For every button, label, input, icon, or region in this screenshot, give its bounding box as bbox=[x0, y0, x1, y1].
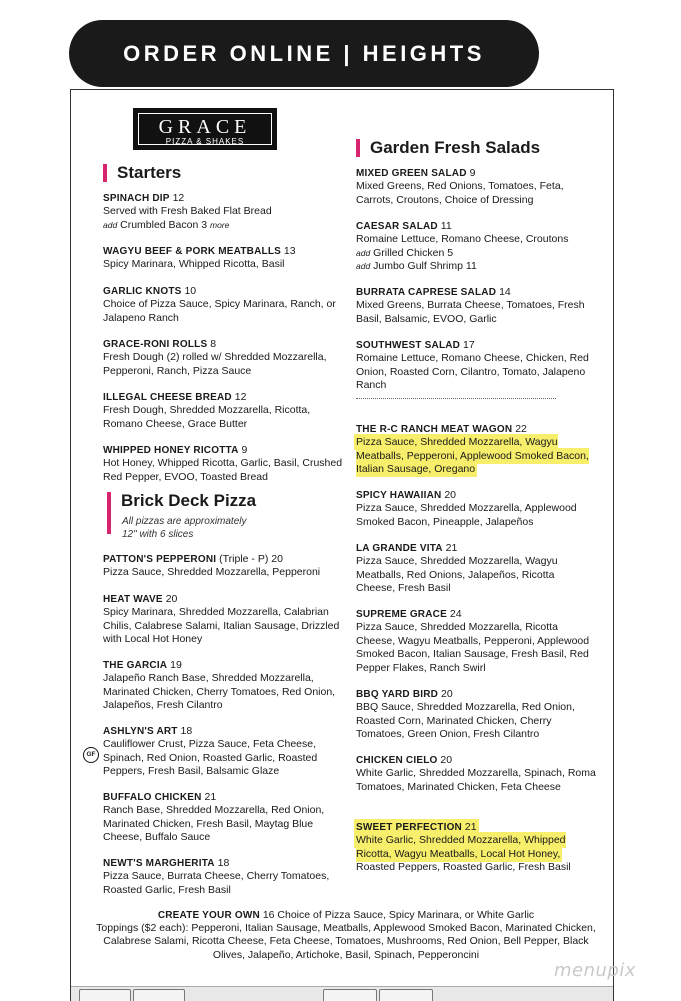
item-price: 16 bbox=[262, 909, 275, 921]
menu-item-bbq-yard-bird bbox=[356, 688, 596, 742]
item-description: Pizza Sauce, Burrata Cheese, Cherry Tomatoes, Roasted Garlic, Fresh Basil bbox=[103, 870, 330, 896]
item-price: 18 bbox=[180, 725, 193, 737]
toppings-list: Toppings ($2 each): Pepperoni, Italian Sausage, Meatballs, Applewood Smoked Bacon, Marinated Chicken, Calabrese Salami, Ricotta Cheese, Feta Cheese, Tomatoes, Mushrooms, Red Onion, Bell Pepper, Black Olives, Jalapeño, Artichoke, Basil, Spinach, Pepperoncini bbox=[96, 922, 596, 961]
item-description: Pizza Sauce, Shredded Mozzarella, Ricotta Cheese, Wagyu Meatballs, Pepperoni, Applewood Smoked Bacon, Italian Sausage, Fresh Basil, Red Pepper Flakes, Ranch Swirl bbox=[356, 621, 590, 674]
item-name: SOUTHWEST SALAD bbox=[356, 340, 461, 351]
item-name: ILLEGAL CHEESE BREAD bbox=[103, 392, 232, 403]
menu-item-pattons-pepperoni bbox=[103, 553, 343, 580]
toolbar-button[interactable] bbox=[379, 989, 433, 1001]
item-description: Romaine Lettuce, Romano Cheese, Croutons bbox=[356, 233, 569, 246]
item-extra: (Triple - P) bbox=[219, 553, 269, 565]
item-price: 17 bbox=[463, 339, 475, 351]
item-name: THE GARCIA bbox=[103, 660, 168, 671]
salads-heading: Garden Fresh Salads bbox=[356, 138, 540, 158]
item-description: Choice of Pizza Sauce, Spicy Marinara, or White Garlic bbox=[277, 909, 535, 921]
menu-item-spinach-dip bbox=[103, 192, 343, 232]
menu-item-newts-margherita bbox=[103, 857, 343, 897]
item-price: 20 bbox=[165, 593, 178, 605]
item-price: 12 bbox=[172, 192, 185, 204]
item-description: Romaine Lettuce, Romano Cheese, Chicken, Red Onion, Roasted Corn, Cilantro, Tomato, Jalapeno Ranch bbox=[356, 352, 589, 392]
item-name: THE R-C RANCH MEAT WAGON bbox=[356, 424, 513, 435]
item-description: Spicy Marinara, Shredded Mozzarella, Calabrian Chilis, Calabrese Salami, Italian Sausage, Drizzled with Local Hot Honey bbox=[103, 606, 340, 646]
item-price: 12 bbox=[234, 391, 247, 403]
item-name: PATTON'S PEPPERONI bbox=[103, 554, 217, 565]
item-addon: add Grilled Chicken 5 bbox=[356, 246, 454, 259]
item-name: ASHLYN'S ART bbox=[103, 726, 178, 737]
item-price: 9 bbox=[469, 167, 476, 179]
grace-logo bbox=[133, 108, 277, 150]
item-name: LA GRANDE VITA bbox=[356, 543, 443, 554]
item-name: SPINACH DIP bbox=[103, 193, 170, 204]
item-name: MIXED GREEN SALAD bbox=[356, 168, 467, 179]
menu-item-the-garcia bbox=[103, 659, 343, 713]
item-description: Pizza Sauce, Shredded Mozzarella, Wagyu Meatballs, Pepperoni, Applewood Smoked Bacon, Italian Sausage, Oregano bbox=[356, 436, 589, 476]
logo-frame bbox=[138, 113, 272, 145]
menu-item-mixed-green-salad bbox=[356, 167, 596, 207]
item-price: 20 bbox=[440, 688, 453, 700]
item-name: BUFFALO CHICKEN bbox=[103, 792, 202, 803]
item-price: 21 bbox=[204, 791, 217, 803]
menu-item-supreme-grace bbox=[356, 608, 596, 675]
item-description: Pizza Sauce, Shredded Mozzarella, Wagyu Meatballs, Red Onions, Jalapeños, Ricotta Cheese, Fresh Basil bbox=[356, 555, 558, 595]
menu-item-burrata-caprese bbox=[356, 286, 596, 326]
menu-item-heat-wave bbox=[103, 593, 343, 647]
item-name: BURRATA CAPRESE SALAD bbox=[356, 287, 497, 298]
menupix-watermark: menupix bbox=[553, 960, 636, 981]
item-description: BBQ Sauce, Shredded Mozzarella, Red Onion, Roasted Corn, Marinated Chicken, Cherry Tomatoes, Green Onion, Fresh Cilantro bbox=[356, 701, 575, 741]
menu-item-honey-ricotta bbox=[103, 444, 343, 484]
item-price: 8 bbox=[210, 338, 217, 350]
item-description: White Garlic, Shredded Mozzarella, Spinach, Roma Tomatoes, Marinated Chicken, Feta Cheese bbox=[356, 767, 596, 793]
item-description: Fresh Dough, Shredded Mozzarella, Ricotta, Romano Cheese, Grace Butter bbox=[103, 404, 311, 430]
item-name: CREATE YOUR OWN bbox=[157, 910, 260, 921]
item-name: GARLIC KNOTS bbox=[103, 286, 182, 297]
logo-subtitle: PIZZA & SHAKES bbox=[165, 137, 245, 146]
toolbar-button[interactable] bbox=[133, 989, 185, 1001]
item-price: 21 bbox=[445, 542, 458, 554]
item-price: 21 bbox=[464, 821, 477, 833]
item-price: 14 bbox=[499, 286, 511, 298]
item-description: Spicy Marinara, Whipped Ricotta, Basil bbox=[103, 258, 285, 271]
item-description: Pizza Sauce, Shredded Mozzarella, Pepperoni bbox=[103, 566, 321, 579]
menu-item-garlic-knots bbox=[103, 285, 343, 325]
item-name: HEAT WAVE bbox=[103, 594, 163, 605]
item-description: Fresh Dough (2) rolled w/ Shredded Mozzarella, Pepperoni, Ranch, Pizza Sauce bbox=[103, 351, 327, 377]
menu-item-buffalo-chicken bbox=[103, 791, 343, 845]
item-description: Served with Fresh Baked Flat Bread bbox=[103, 205, 272, 218]
item-description: Hot Honey, Whipped Ricotta, Garlic, Basil, Crushed Red Pepper, EVOO, Toasted Bread bbox=[103, 457, 343, 483]
toolbar-button[interactable] bbox=[79, 989, 131, 1001]
item-name: SPICY HAWAIIAN bbox=[356, 490, 442, 501]
item-price: 22 bbox=[515, 423, 527, 435]
menu-item-meatballs bbox=[103, 245, 343, 272]
menu-item-chicken-cielo bbox=[356, 754, 596, 794]
menu-item-southwest-salad bbox=[356, 339, 596, 393]
item-name: SWEET PERFECTION bbox=[356, 822, 462, 833]
gluten-free-badge: GF bbox=[83, 747, 99, 763]
menu-item-cheese-bread bbox=[103, 391, 343, 431]
item-description: Mixed Greens, Burrata Cheese, Tomatoes, Fresh Basil, Balsamic, EVOO, Garlic bbox=[356, 299, 585, 325]
item-name: GRACE-RONI ROLLS bbox=[103, 339, 208, 350]
item-price: 11 bbox=[440, 220, 452, 232]
item-name: WAGYU BEEF & PORK MEATBALLS bbox=[103, 246, 281, 257]
item-description: Mixed Greens, Red Onions, Tomatoes, Feta, Carrots, Croutons, Choice of Dressing bbox=[356, 180, 564, 206]
section-divider bbox=[356, 398, 556, 399]
item-name: CAESAR SALAD bbox=[356, 221, 438, 232]
menu-item-ashlyns-art bbox=[103, 725, 343, 779]
logo-name: GRACE bbox=[158, 116, 252, 138]
order-online-banner[interactable]: ORDER ONLINE | HEIGHTS bbox=[69, 20, 539, 87]
item-price: 19 bbox=[170, 659, 182, 671]
starters-heading: Starters bbox=[103, 163, 181, 183]
pizza-heading: Brick Deck Pizza bbox=[107, 491, 256, 511]
item-addon: add Jumbo Gulf Shrimp 11 bbox=[356, 260, 477, 273]
menu-item-meat-wagon bbox=[356, 423, 596, 477]
menu-item-grace-roni-rolls bbox=[103, 338, 343, 378]
item-price: 24 bbox=[449, 608, 462, 620]
menu-item-sweet-perfection bbox=[356, 821, 596, 875]
item-name: CHICKEN CIELO bbox=[356, 755, 438, 766]
item-description: White Garlic, Shredded Mozzarella, Whipped Ricotta, Wagyu Meatballs, Local Hot Honey, Roasted Peppers, Roasted Garlic, Fresh Basil bbox=[356, 834, 571, 874]
item-addon: add Crumbled Bacon 3 more bbox=[103, 218, 230, 231]
item-name: WHIPPED HONEY RICOTTA bbox=[103, 445, 239, 456]
item-price: 18 bbox=[217, 857, 230, 869]
item-price: 13 bbox=[283, 245, 296, 257]
item-price: 10 bbox=[184, 285, 197, 297]
item-description: Cauliflower Crust, Pizza Sauce, Feta Cheese, Spinach, Red Onion, Roasted Garlic, Roasted Peppers, Fresh Basil, Balsamic Glaze bbox=[103, 738, 318, 778]
item-price: 20 bbox=[444, 489, 457, 501]
create-your-own bbox=[91, 909, 601, 962]
item-description: Pizza Sauce, Shredded Mozzarella, Applewood Smoked Bacon, Pineapple, Jalapeños bbox=[356, 502, 577, 528]
item-name: NEWT'S MARGHERITA bbox=[103, 858, 215, 869]
item-price: 20 bbox=[440, 754, 453, 766]
menu-item-caesar-salad bbox=[356, 220, 596, 274]
toolbar-button[interactable] bbox=[323, 989, 377, 1001]
pizza-size-note: All pizzas are approximately 12" with 6 slices bbox=[122, 516, 247, 540]
menu-sheet bbox=[70, 89, 614, 1001]
viewer-toolbar bbox=[71, 986, 613, 1001]
item-price: 20 bbox=[271, 553, 283, 565]
item-description: Jalapeño Ranch Base, Shredded Mozzarella, Marinated Chicken, Cherry Tomatoes, Red Onion, Jalapeños, Fresh Cilantro bbox=[103, 672, 336, 712]
menu-item-la-grande-vita bbox=[356, 542, 596, 596]
item-price: 9 bbox=[241, 444, 248, 456]
menu-item-spicy-hawaiian bbox=[356, 489, 596, 529]
item-description: Choice of Pizza Sauce, Spicy Marinara, Ranch, or Jalapeno Ranch bbox=[103, 298, 336, 324]
item-description: Ranch Base, Shredded Mozzarella, Red Onion, Marinated Chicken, Fresh Basil, Maytag Blue Cheese, Buffalo Sauce bbox=[103, 804, 325, 844]
item-name: SUPREME GRACE bbox=[356, 609, 447, 620]
item-name: BBQ YARD BIRD bbox=[356, 689, 439, 700]
